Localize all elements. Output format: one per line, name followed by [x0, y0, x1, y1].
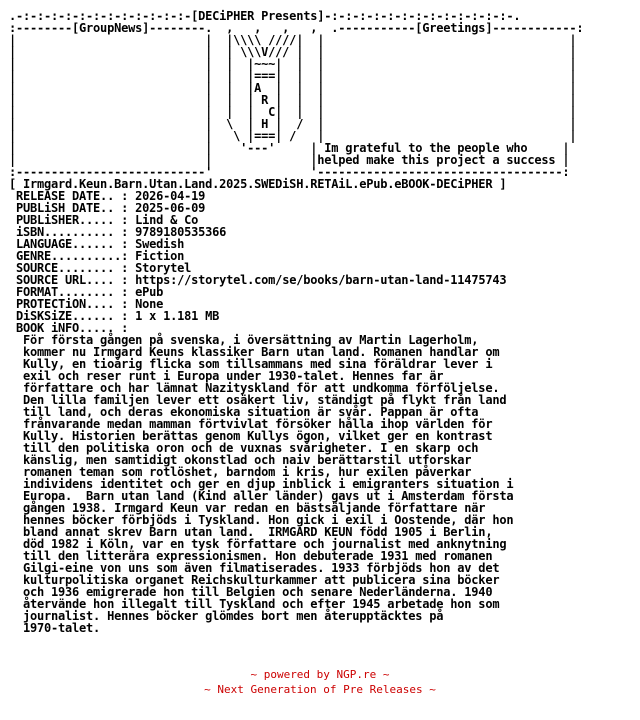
field-label: PUBLiSHER..... : [9, 213, 136, 227]
field-label: SOURCE........ : [9, 261, 136, 275]
field-value: Swedish [135, 237, 185, 251]
field-value: None [135, 297, 164, 311]
book-info-line: känslig, men samtidigt okonstlad och naiv berättarstil utforskar [9, 453, 472, 467]
header-line: | | |helped make this project a success | [9, 153, 570, 167]
header-line: .-:-:-:-:-:-:-:-:-:-:-:-:-[DECiPHER Presents]-:-:-:-:-:-:-:-:-:-:-:-:-:-. [9, 9, 521, 23]
source-url-value: https://storytel.com/se/books/barn-utan-land-11475743 [135, 273, 507, 287]
header-line: | | \ |===| / | | [9, 129, 577, 143]
release-info-fields [9, 190, 583, 334]
field-value: Lind & Co [135, 213, 199, 227]
header-line: :--------[GroupNews]--------. , , , , .-----------[Greetings]------------: [9, 21, 584, 35]
book-info-line: Kully. Historien berättas genom Kullys ögon, vilket ger en kontrast [9, 429, 493, 443]
book-info-line: romanen teman som rotlöshet, barndom i kris, hur exilen påverkar [9, 465, 472, 479]
field-label: PROTECTiON.... : [9, 297, 136, 311]
book-info-line: Europa. Barn utan land (Kind aller länder) gavs ut i Amsterdam första [9, 489, 514, 503]
nfo-header [9, 10, 583, 178]
field-value: Storytel [135, 261, 192, 275]
header-line: | | '---' | Im grateful to the people who | [9, 141, 570, 155]
tagline-line: ~ Next Generation of Pre Releases ~ [204, 683, 436, 696]
header-line: :---------------------------' '-----------------------------------: [9, 165, 570, 179]
field-label: SOURCE URL.... : [9, 273, 136, 287]
header-line: | | | |===| | | | [9, 69, 577, 83]
book-info-line: gången 1938. Irmgard Keun var redan en bästsäljande författare när [9, 501, 486, 515]
book-info-line: till land, och deras ekonomiska situation är svår. Pappan är ofta [9, 405, 479, 419]
field-value: 9789180535366 [135, 225, 227, 239]
header-line: | | | |~~~| | | | [9, 57, 577, 71]
field-value: 2025-06-09 [135, 201, 206, 215]
book-info-line: författare och har lämnat Nazityskland för att undkomma förföljelse. [9, 381, 500, 395]
nfo-text [9, 10, 583, 634]
book-info-line: Den lilla familjen lever ett osäkert liv, ständigt på flykt från land [9, 393, 507, 407]
field-value: 2026-04-19 [135, 189, 206, 203]
book-info-line: frånvarande medan mamman förtvivlat försöker hålla ihop världen för [9, 417, 493, 431]
book-info-line: För första gången på svenska, i översättning av Martin Lagerholm, [9, 333, 479, 347]
book-info-line: och 1936 emigrerade hon till Belgien och senare Nederländerna. 1940 [9, 585, 493, 599]
book-info-line: Gilgi-eine von uns som även filmatiserades. 1933 förbjöds hon av det [9, 561, 500, 575]
header-line: | | | | R | | | | [9, 93, 577, 107]
book-info-line: individens identitet och ger en djup inblick i emigranters situation i [9, 477, 514, 491]
field-value: ePub [135, 285, 164, 299]
book-info-line: kulturpolitiska organet Reichskulturkammer att publicera sina böcker [9, 573, 500, 587]
field-label: BOOK iNFO..... : [9, 321, 136, 335]
release-title: [ Irmgard.Keun.Barn.Utan.Land.2025.SWEDiSH.RETAiL.ePub.eBOOK-DECiPHER ] [9, 177, 507, 191]
field-label: RELEASE DATE.. : [9, 189, 136, 203]
book-info-line: bland annat skrev Barn utan land. IRMGARD KEUN född 1905 i Berlin, [9, 525, 493, 539]
field-label: iSBN.......... : [9, 225, 136, 239]
powered-by-line: ~ powered by NGP.re ~ [250, 668, 390, 681]
field-label: GENRE..........: [9, 249, 136, 263]
book-info-line: återvände hon illegalt till Tyskland och efter 1945 arbetade hon som [9, 597, 500, 611]
field-label: LANGUAGE...... : [9, 237, 136, 251]
book-info-line: till den politiska oron och de vuxnas svårigheter. I en skarp och [9, 441, 479, 455]
book-info-line: 1970-talet. [9, 621, 101, 635]
book-info-text [9, 334, 583, 634]
header-line: | | |\\\\ ////| | | [9, 33, 577, 47]
field-label: DiSKSiZE...... : [9, 309, 136, 323]
header-line: | | | \\\V/// | | | [9, 45, 577, 59]
book-info-line: journalist. Hennes böcker glömdes bort men återupptäcktes på [9, 609, 444, 623]
header-line: | | | | C| | | | [9, 105, 577, 119]
field-value: Fiction [135, 249, 185, 263]
book-info-line: exil och reser runt i Europa under 1930-talet. Hennes far är [9, 369, 444, 383]
book-info-line: död 1982 i Köln, var en tysk författare och journalist med anknytning [9, 537, 507, 551]
header-line: | | | |A | | | | [9, 81, 577, 95]
book-info-line: hennes böcker förbjöds i Tyskland. Hon gick i exil i Oostende, där hon [9, 513, 514, 527]
field-value: 1 x 1.181 MB [135, 309, 220, 323]
book-info-line: kommer nu Irmgard Keuns klassiker Barn utan land. Romanen handlar om [9, 345, 500, 359]
book-info-line: till den litterära expressionismen. Hon debuterade 1931 med romanen [9, 549, 493, 563]
field-label: FORMAT........ : [9, 285, 136, 299]
field-label: PUBLiSH DATE.. : [9, 201, 136, 215]
book-info-line: Kully, en tioårig flicka som tillsammans med sina föräldrar lever i [9, 357, 493, 371]
header-line: | | \ | H | / | | [9, 117, 577, 131]
